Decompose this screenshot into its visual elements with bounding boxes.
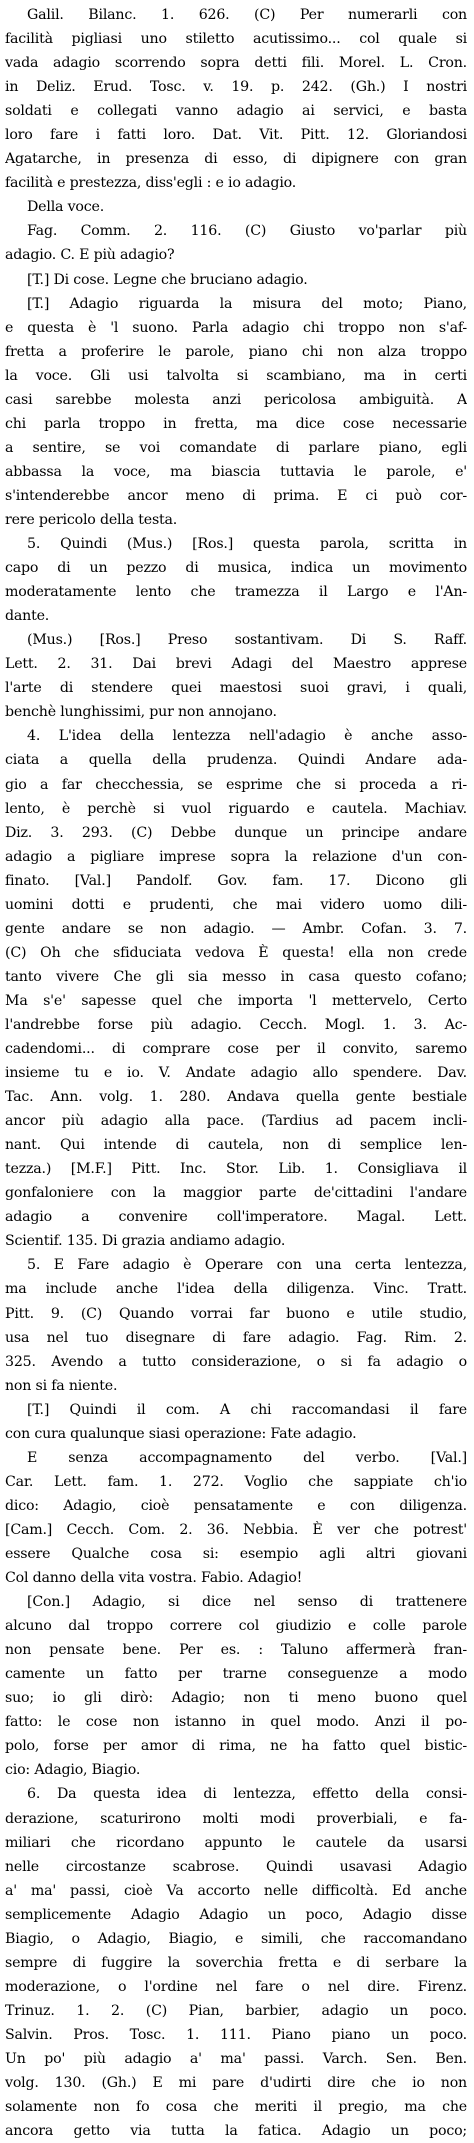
text-line: Agatarche, in presenza di esso, di dipignere con gran <box>5 151 467 168</box>
text-line: l'arte di stendere quei maestosi suoi gravi, i quali, <box>5 680 467 697</box>
text-line: essere Qualche cosa si: esempio agli altri giovani <box>5 1546 467 1562</box>
text-line: E senza accompagnamento del verbo. [Val.] <box>27 1449 467 1466</box>
text-line: dico: Adagio, cioè pensatamente e con diligenza. <box>5 1497 467 1514</box>
text-line: a' ma' passi, cioè Va accorto nelle difficoltà. Ed anche <box>5 1882 467 1899</box>
text-line: Galil. Bilanc. 1. 626. (C) Per numerarli con <box>27 7 467 23</box>
text-line: adagio a pigliare imprese sopra la relazione d'un con- <box>5 848 467 865</box>
text-line: 325. Avendo a tutto considerazione, o si fa adagio o <box>5 1353 467 1370</box>
text-line: soldati e collegati vanno adagio ai servici, e basta <box>5 103 467 120</box>
text-line: con cura qualunque siasi operazione: Fate adagio. <box>5 1425 357 1442</box>
text-line: fatto: le cose non istanno in quel modo. Anzi il po- <box>5 1714 467 1731</box>
text-line: non pensate bene. Per es. : Taluno affermerà fran- <box>5 1642 467 1659</box>
text-line: cio: Adagio, Biagio. <box>5 1762 141 1779</box>
text-line: 6. Da questa idea di lentezza, effetto della consi- <box>27 1786 467 1803</box>
text-line: chi parla troppo in fretta, ma dice cose necessarie <box>5 415 467 432</box>
text-line: Della voce. <box>27 199 105 216</box>
text-line: Biagio, o Adagio, Biagio, e simili, che raccomandano <box>5 1930 467 1947</box>
text-line: Scientif. 135. Di grazia andiamo adagio. <box>5 1233 286 1250</box>
text-line: polo, forse per amor di rima, ne ha fatto quel bistic- <box>5 1738 467 1755</box>
text-line: non si fa niente. <box>5 1377 118 1394</box>
text-line: ciata a quella della prudenza. Quindi Andare ada- <box>5 752 467 769</box>
text-line: ma include anche l'idea della diligenza. Vinc. Tratt. <box>5 1281 467 1298</box>
text-line: loro fare i fatti loro. Dat. Vit. Pitt. 12. Gloriandosi <box>5 127 467 144</box>
text-line: (Mus.) [Ros.] Preso sostantivam. Di S. Raff. <box>27 632 467 649</box>
text-line: volg. 130. (Gh.) E mi pare d'udirti dire che io non <box>5 2075 467 2092</box>
text-line: vada adagio scorrendo sopra detti fili. Morel. L. Cron. <box>5 55 467 72</box>
text-line: [T.] Di cose. Legne che bruciano adagio. <box>27 271 308 288</box>
text-line: fretta a proferire le parole, piano chi non alza troppo <box>5 343 467 360</box>
text-line: benchè lunghissimi, pur non annojano. <box>5 704 277 721</box>
text-line: 5. E Fare adagio è Operare con una certa lentezza, <box>27 1257 467 1274</box>
text-line: nant. Qui intende di cautela, non di semplice len- <box>5 1137 467 1154</box>
text-line: s'intenderebbe ancor meno di prima. E ci può cor- <box>5 487 467 504</box>
text-line: l'andrebbe forse più adagio. Cecch. Mogl. 1. 3. Ac- <box>5 1016 467 1033</box>
text-line: dante. <box>5 608 50 625</box>
text-line: Ma s'e' sapesse quel che importa 'l mettervelo, Certo <box>5 992 467 1009</box>
text-line: adagio. C. E più adagio? <box>5 247 175 264</box>
text-line: ancor più adagio alla pace. (Tardius ad pacem incli- <box>5 1113 467 1130</box>
text-line: Un po' più adagio a' ma' passi. Varch. Sen. Ben. <box>5 2050 467 2067</box>
text-line: Car. Lett. fam. 1. 272. Voglio che sappiate ch'io <box>5 1473 467 1490</box>
text-line: 5. Quindi (Mus.) [Ros.] questa parola, scritta in <box>27 536 467 553</box>
text-line: [T.] Adagio riguarda la misura del moto; Piano, <box>27 295 467 312</box>
text-line: facilità pigliasi uno stiletto acutissimo... col quale si <box>5 31 467 48</box>
text-line: [T.] Quindi il com. A chi raccomandasi il fare <box>27 1401 467 1418</box>
text-line: Fag. Comm. 2. 116. (C) Giusto vo'parlar più <box>27 223 467 240</box>
text-line: casi sarebbe molesta anzi pericolosa ambiguità. A <box>5 391 467 408</box>
text-line: Trinuz. 1. 2. (C) Pian, barbier, adagio un poco. <box>5 2002 467 2019</box>
text-line: Salvin. Pros. Tosc. 1. 111. Piano piano un poco. <box>5 2026 467 2043</box>
text-line: Diz. 3. 293. (C) Debbe dunque un principe andare <box>5 824 467 841</box>
text-line: [Con.] Adagio, si dice nel senso di trattenere <box>27 1594 467 1611</box>
text-line: adagio a convenire coll'imperatore. Magal. Lett. <box>5 1209 467 1226</box>
text-line: Pitt. 9. (C) Quando vorrai far buono e utile studio, <box>5 1305 467 1322</box>
text-line: suo; io gli dirò: Adagio; non ti meno buono quel <box>5 1690 467 1707</box>
text-line: e questa è 'l suono. Parla adagio chi troppo non s'af- <box>5 319 467 336</box>
text-line: tanto vivere Che gli sia messo in casa questo cofano; <box>5 968 467 985</box>
text-line: a sentire, se voi comandate di parlare piano, egli <box>5 439 467 456</box>
text-line: gente andare se non adagio. — Ambr. Cofan. 3. 7. <box>5 920 467 937</box>
text-line: abbassa la voce, ma biascia tuttavia le parole, e' <box>5 463 467 480</box>
text-line: gonfaloniere con la maggior parte de'cittadini l'andare <box>5 1185 467 1202</box>
text-line: sempre di fuggire la soverchia fretta e di serbare la <box>5 1954 467 1971</box>
text-line: facilità e prestezza, diss'egli : e io adagio. <box>5 175 297 192</box>
text-line: lento, è perchè si vuol riguardo e cautela. Machiav. <box>5 800 467 817</box>
text-line: miliari che ricordano appunto le cautele da usarsi <box>5 1834 467 1851</box>
text-line: capo di un pezzo di musica, indica un movimento <box>5 560 467 577</box>
text-line: insieme tu e io. V. Andate adagio allo spendere. Dav. <box>5 1065 467 1082</box>
text-line: 4. L'idea della lentezza nell'adagio è anche asso- <box>27 728 467 745</box>
text-line: rere pericolo della testa. <box>5 511 178 528</box>
text-line: solamente non fo cosa che meriti il pregio, ma che <box>5 2099 467 2116</box>
text-line: gio a far checchessia, se esprime che si proceda a ri- <box>5 776 467 793</box>
text-line: Col danno della vita vostra. Fabio. Adagio! <box>5 1570 303 1587</box>
text-line: alcuno dal troppo correre col giudizio e colle parole <box>5 1618 467 1635</box>
text-line: uomini dotti e prudenti, che mai videro uomo dili- <box>5 896 467 913</box>
text-line: ancora getto via tutta la fatica. Adagio un poco; <box>5 2123 467 2140</box>
text-line: usa nel tuo disegnare di fare adagio. Fag. Rim. 2. <box>5 1329 467 1346</box>
text-line: cadendomi... di comprare cose per il convito, saremo <box>5 1041 467 1058</box>
text-line: la voce. Gli usi talvolta si scambiano, ma in certi <box>5 367 467 384</box>
text-line: tezza.) [M.F.] Pitt. Inc. Stor. Lib. 1. Consigliava il <box>5 1161 467 1178</box>
text-line: semplicemente Adagio Adagio un poco, Adagio disse <box>5 1906 467 1923</box>
text-line: moderazione, o l'ordine nel fare o nel dire. Firenz. <box>5 1978 467 1995</box>
text-line: [Cam.] Cecch. Com. 2. 36. Nebbia. È ver che potrest' <box>5 1521 467 1538</box>
text-line: camente un fatto per trarne conseguenze a modo <box>5 1666 467 1683</box>
text-line: nelle circostanze scabrose. Quindi usavasi Adagio <box>5 1858 467 1875</box>
text-line: Tac. Ann. volg. 1. 280. Andava quella gente bestiale <box>5 1089 467 1106</box>
text-line: derazione, scaturirono molti modi proverbiali, e fa- <box>5 1810 467 1827</box>
text-line: moderatamente lento che tramezza il Largo e l'An- <box>5 584 467 601</box>
text-line: finato. [Val.] Pandolf. Gov. fam. 17. Dicono gli <box>5 872 467 889</box>
text-line: Lett. 2. 31. Dai brevi Adagi del Maestro apprese <box>5 656 467 673</box>
text-line: in Deliz. Erud. Tosc. v. 19. p. 242. (Gh.) I nostri <box>5 79 467 96</box>
text-line: (C) Oh che sfiduciata vedova È questa! ella non crede <box>5 944 467 961</box>
